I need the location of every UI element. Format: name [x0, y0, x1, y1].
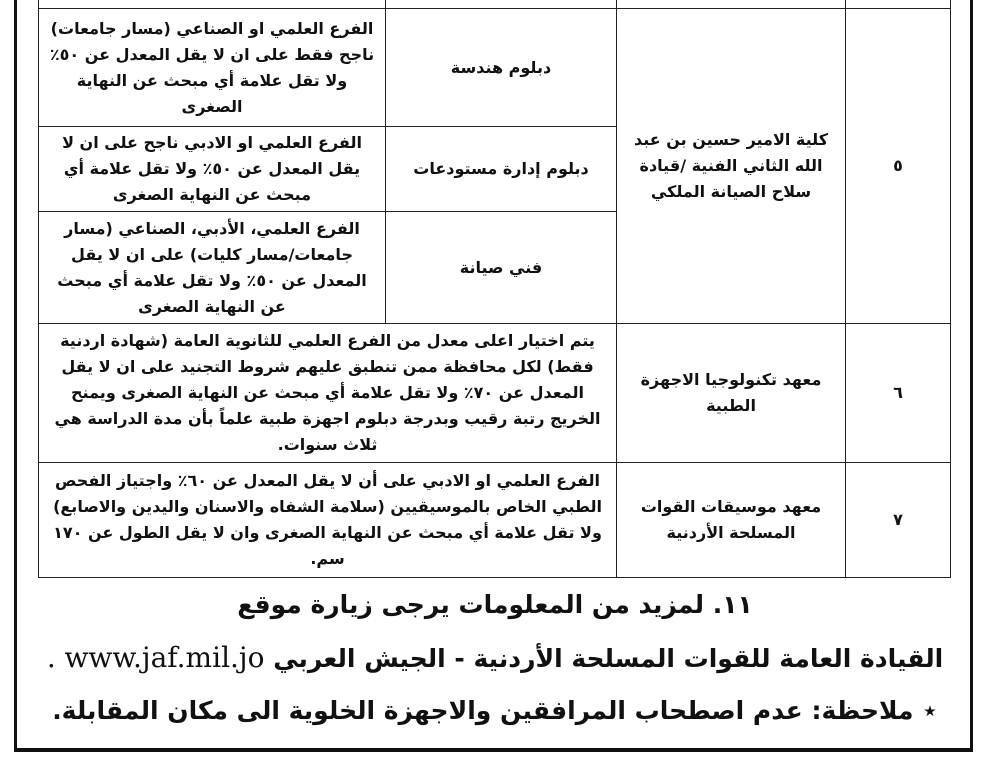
- table-row-cut: [39, 0, 951, 9]
- institution-name: كلية الامير حسين بن عبد الله الثاني الفنية /قيادة سلاح الصيانة الملكي: [617, 9, 846, 324]
- table-row: [39, 463, 951, 578]
- note-line: ⋆ ملاحظة: عدم اصطحاب المرافقين والاجهزة الخلوية الى مكان المقابلة.: [52, 696, 938, 725]
- organization-name: القيادة العامة للقوات المسلحة الأردنية - الجيش العربي: [273, 644, 944, 673]
- program-conditions: الفرع العلمي او الادبي ناجح على ان لا يقل المعدل عن ٥٠٪ ولا تقل علامة أي مبحث عن النهاية الصغرى: [39, 127, 386, 212]
- page-border-bottom: [14, 748, 973, 752]
- program-name: دبلوم هندسة: [386, 9, 617, 127]
- institution-name: معهد تكنولوجيا الاجهزة الطبية: [617, 324, 846, 463]
- program-conditions: الفرع العلمي او الصناعي (مسار جامعات) ناجح فقط على ان لا يقل المعدل عن ٥٠٪ ولا تقل علامة أي مبحث عن النهاية الصغرى: [39, 9, 386, 127]
- institution-name: معهد موسيقات القوات المسلحة الأردنية: [617, 463, 846, 578]
- website-link[interactable]: www.jaf.mil.jo: [64, 641, 265, 674]
- page-border-right: [970, 0, 973, 752]
- more-info-heading: ١١. لمزيد من المعلومات يرجى زيارة موقع: [237, 590, 753, 619]
- admission-table: [38, 0, 951, 578]
- page-border-left: [14, 0, 17, 752]
- website-end-dot: .: [46, 641, 56, 674]
- website-line: [20, 641, 970, 674]
- table-row: [39, 324, 951, 463]
- program-name: فني صيانة: [386, 212, 617, 324]
- row-number: ٧: [846, 463, 951, 578]
- row-number: ٥: [846, 9, 951, 324]
- program-conditions: يتم اختيار اعلى معدل من الفرع العلمي للثانوية العامة (شهادة اردنية فقط) لكل محافظة ممن تنطبق عليهم شروط التجنيد على ان لا يقل المعدل عن ٧٠٪ ولا تقل علامة أي مبحث عن النهاية الصغرى ويمنح الخريج رتبة رقيب وبدرجة دبلوم اجهزة طبية علماً بأن مدة الدراسة هي ثلاث سنوات.: [39, 324, 617, 463]
- program-name: دبلوم إدارة مستودعات: [386, 127, 617, 212]
- program-conditions: الفرع العلمي او الادبي على أن لا يقل المعدل عن ٦٠٪ واجتياز الفحص الطبي الخاص بالموسيقيين (سلامة الشفاه والاسنان واليدين والاصابع) ولا تقل علامة أي مبحث عن النهاية الصغرى وان لا يقل الطول عن ١٧٠ سم.: [39, 463, 617, 578]
- program-conditions: الفرع العلمي، الأدبي، الصناعي (مسار جامعات/مسار كليات) على ان لا يقل المعدل عن ٥٠٪ ولا تقل علامة أي مبحث عن النهاية الصغرى: [39, 212, 386, 324]
- row-number: ٦: [846, 324, 951, 463]
- table-row: [39, 9, 951, 127]
